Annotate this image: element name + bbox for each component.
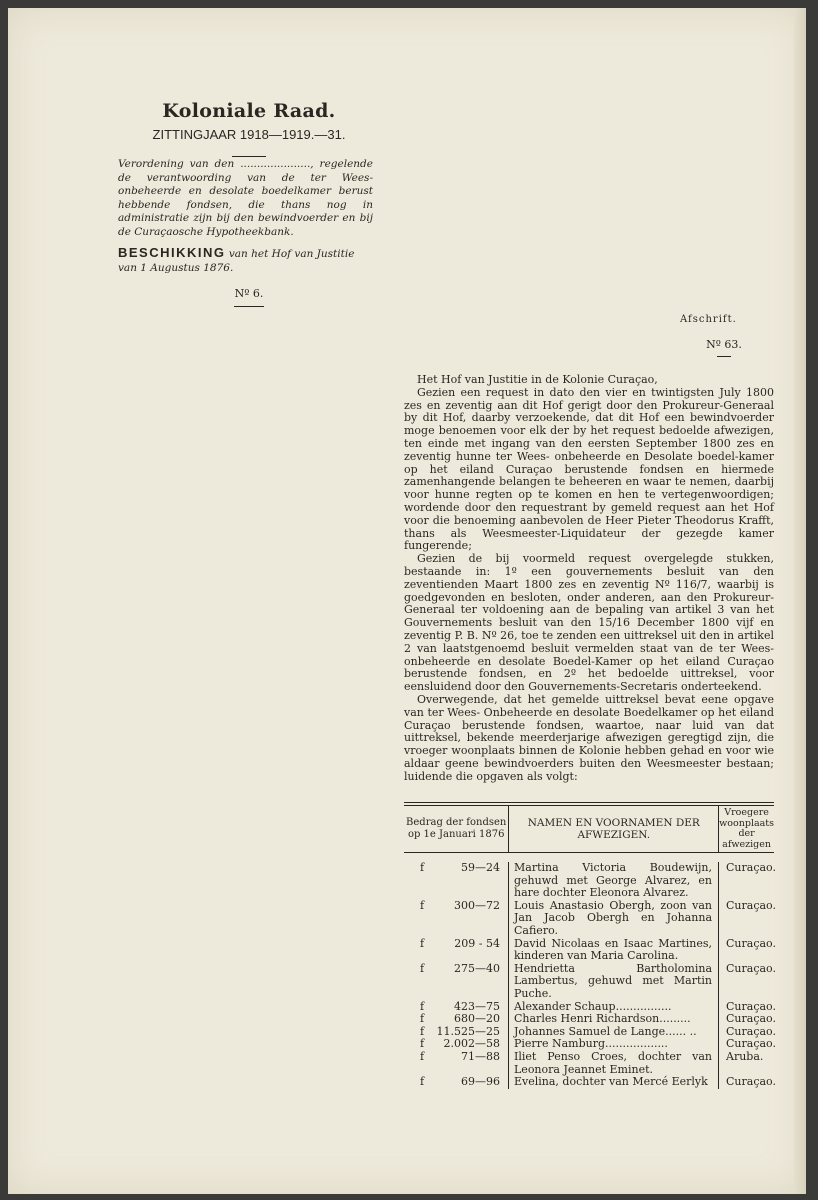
table-row	[404, 862, 774, 900]
decision-body	[404, 374, 774, 784]
document-number	[118, 287, 380, 307]
council-title: Koloniale Raad.	[162, 100, 336, 122]
paragraph: Overwegende, dat het gemelde uittreksel bevat eene opgave van ter Wees- Onbeheerde en desolate Boedelkamer op het eiland Curaçao berustende fondsen, waartoe, naar luid van dat uittreksel, bekende meerderjarige afwezigen geregtigd zijn, die vroeger woonplaats binnen de Kolonie hebben gehad en voor wie aldaar geene bewindvoerders buiten den Weesmeester bestaan; luidende die opgaven als volgt:	[404, 692, 774, 783]
name-cell: Louis Anastasio Obergh, zoon van Jan Jacob Obergh en Johanna Cafiero.	[509, 900, 719, 938]
currency-cell: f	[420, 936, 425, 950]
currency-cell: f	[420, 1049, 425, 1063]
amount-cell: 2.002—58	[426, 1038, 509, 1051]
col-names-header: NAMEN EN VOORNAMEN DER AFWEZIGEN.	[509, 806, 719, 852]
table-row	[404, 1051, 774, 1076]
amount-cell: 71—88	[426, 1051, 509, 1076]
name-cell: Pierre Namburg..................	[509, 1038, 719, 1051]
place-cell: Curaçao.	[726, 936, 776, 950]
currency-cell: f	[420, 898, 425, 912]
document-header	[118, 100, 380, 157]
place-cell: Curaçao.	[726, 1012, 776, 1026]
currency-cell: f	[420, 1012, 425, 1026]
beschikking-word: BESCHIKKING	[118, 245, 226, 260]
currency-cell: f	[420, 961, 425, 975]
name-cell: Charles Henri Richardson.........	[509, 1013, 719, 1026]
place-cell: Curaçao.	[726, 1037, 776, 1051]
table-header	[404, 806, 774, 853]
table-row	[404, 963, 774, 1001]
table-row	[404, 1013, 774, 1026]
beschikking-rest: van het Hof van Justitie van 1 Augustus 1876.	[118, 248, 355, 274]
amount-cell: 275—40	[426, 963, 509, 1001]
amount-cell: 300—72	[426, 900, 509, 938]
amount-cell: 423—75	[426, 1001, 509, 1014]
name-cell: Johannes Samuel de Lange...... ..	[509, 1026, 719, 1039]
document-page	[8, 8, 806, 1194]
name-cell: Iliet Penso Croes, dochter van Leonora Jeannet Eminet.	[509, 1051, 719, 1076]
afschrift-label: Afschrift.	[680, 314, 737, 325]
col-place-header: Vroegere woonplaats der afwezigen	[719, 807, 775, 850]
place-cell: Aruba.	[726, 1049, 764, 1063]
session-year: ZITTINGJAAR 1918—1919.—31.	[152, 127, 346, 142]
table-body	[404, 862, 774, 1089]
name-cell: David Nicolaas en Isaac Martines, kinderen van Maria Carolina.	[509, 938, 719, 963]
page-edge	[794, 8, 806, 1194]
paragraph: Gezien een request in dato den vier en twintigsten July 1800 zes en zeventig aan dit Hof gerigt door den Prokureur-Generaal by dit Hof, daarby verzoekende, dat dit Hof een bewindvoerder moge benoemen voor elk der by het request bedoelde afwezigen, ten einde met ingang van den eersten September 1800 zes en zeventig hunne ter Wees- onbeheerde en Desolate boedel-kamer op het eiland Curaçao berustende fondsen en hiermede zamenhangende belangen te beheeren en waar te nemen, daarbij voor hunne regten op te komen en hen te vertegenwoordigen; wordende door den requestrant by gemeld request aan het Hof voor die benoeming aanbevolen de Heer Pieter Theodorus Krafft, thans als Weesmeester-Liquidateur der gezegde kamer fungerende;	[404, 385, 774, 553]
name-cell: Alexander Schaup................	[509, 1001, 719, 1014]
place-cell: Curaçao.	[726, 999, 776, 1013]
amount-cell: 69—96	[426, 1076, 509, 1089]
amount-cell: 209 - 54	[426, 938, 509, 963]
document-number-text: Nº 6.	[234, 287, 264, 300]
place-cell: Curaçao.	[726, 898, 776, 912]
amount-cell: 59—24	[426, 862, 509, 900]
amount-cell: 11.525—25	[426, 1026, 509, 1039]
name-cell: Hendrietta Bartholomina Lambertus, gehuwd met Martin Puche.	[509, 963, 719, 1001]
place-cell: Curaçao.	[726, 1075, 776, 1089]
name-cell: Evelina, dochter van Mercé Eerlyk	[509, 1076, 719, 1089]
copy-number	[698, 338, 750, 357]
name-cell: Martina Victoria Boudewijn, gehuwd met George Alvarez, en hare dochter Eleonora Alvarez.	[509, 862, 719, 900]
number-rule	[234, 306, 264, 307]
copy-number-text: Nº 63.	[706, 338, 742, 351]
paragraph: Het Hof van Justitie in de Kolonie Curaçao,	[417, 373, 658, 386]
place-cell: Curaçao.	[726, 861, 776, 874]
place-cell: Curaçao.	[726, 961, 776, 975]
table-row	[404, 900, 774, 938]
amount-cell: 680—20	[426, 1013, 509, 1026]
copy-number-rule	[717, 356, 731, 357]
absentees-table	[404, 802, 774, 1089]
table-row	[404, 938, 774, 963]
ordinance-text: Verordening van den ....................., regelende de verantwoording van de ter Wees-onbeheerde en desolate boedelkamer berust hebbende fondsen, die thans nog in administratie zijn bij den bewindvoerder en bij de Curaçaosche Hypotheekbank.	[118, 158, 373, 238]
currency-cell: f	[420, 861, 425, 874]
place-cell: Curaçao.	[726, 1024, 776, 1038]
header-rule	[232, 156, 266, 157]
currency-cell: f	[420, 1037, 425, 1051]
currency-cell: f	[420, 1075, 425, 1089]
beschikking-heading	[118, 246, 373, 275]
table-row	[404, 1076, 774, 1089]
paragraph: Gezien de bij voormeld request overgelegde stukken, bestaande in: 1º een gouvernements besluit van den zeventienden Maart 1800 zes en zeventig Nº 116/7, waarbij is goedgevonden en besloten, onder anderen, aan den Prokureur-Generaal ter voldoening aan de bepaling van artikel 3 van het Gouvernements besluit van den 15/16 December 1800 vijf en zeventig P. B. Nº 26, toe te zenden een uittreksel uit den in artikel 2 van laatstgenoemd besluit vermelden staat van de ter Wees- onbeheerde en desolate Boedel-Kamer op het eiland Curaçao berustende fondsen, en 2º het bedoelde uittreksel, voor eensluidend door den Gouvernements-Secretaris onderteekend.	[404, 552, 774, 694]
currency-cell: f	[420, 999, 425, 1013]
col-amount-header: Bedrag der fondsen op 1e Januari 1876	[404, 806, 509, 852]
currency-cell: f	[420, 1024, 425, 1038]
